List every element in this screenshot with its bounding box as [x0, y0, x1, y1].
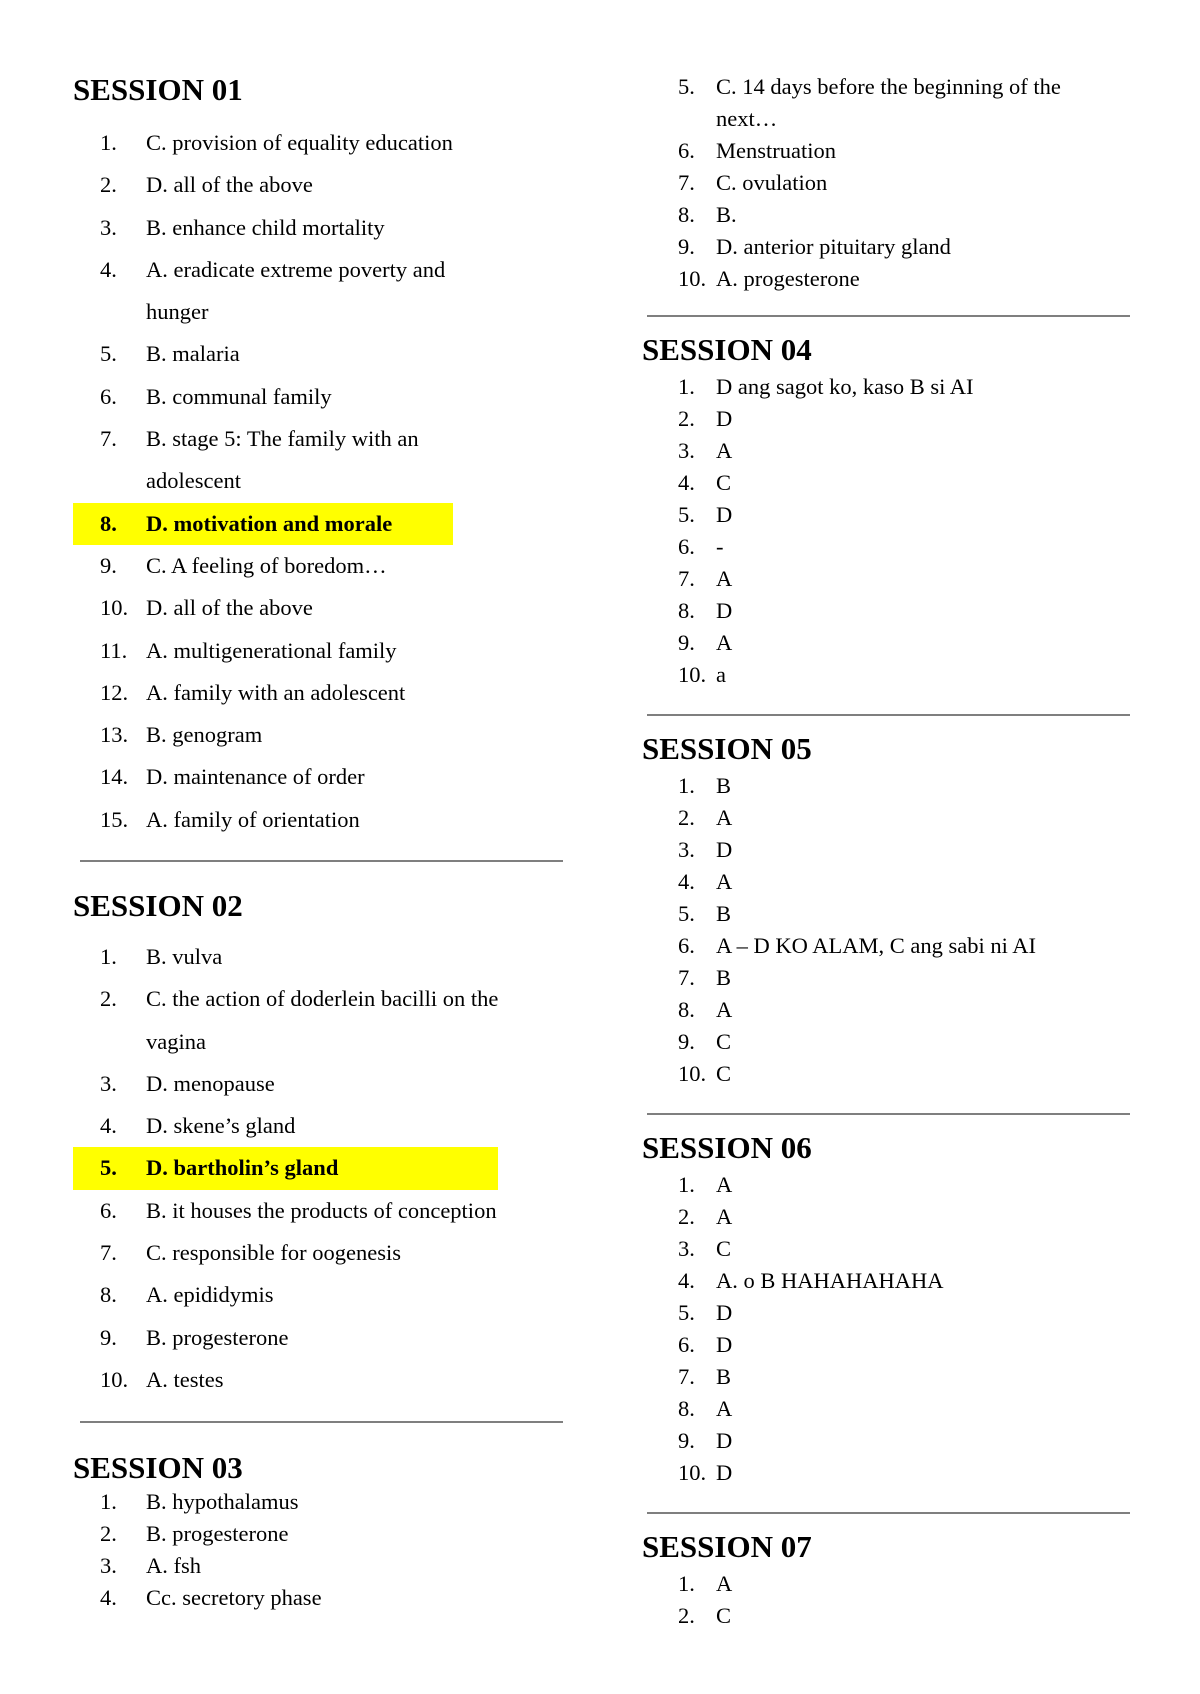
- answer-item: [645, 435, 974, 467]
- answer-number: 9.: [678, 1428, 695, 1453]
- answer-number: 3.: [100, 1553, 117, 1578]
- answer-text: B. malaria: [146, 341, 240, 367]
- answer-number: 6.: [100, 383, 117, 409]
- session-03-continued-answers: [645, 71, 1061, 295]
- answer-number: 7.: [100, 1240, 117, 1266]
- answer-number: 2.: [678, 1204, 695, 1229]
- answer-number: 7.: [678, 566, 695, 591]
- answer-item: [73, 207, 453, 249]
- answer-text: vagina: [146, 1028, 206, 1054]
- answer-item: [645, 627, 974, 659]
- session-01-title: SESSION 01: [73, 72, 243, 107]
- answer-item: [73, 545, 453, 587]
- answer-number: 2.: [678, 406, 695, 431]
- session-02-answers: [73, 936, 498, 1401]
- answer-text: B: [716, 773, 732, 798]
- answer-item: [73, 1317, 498, 1359]
- answer-number: 7.: [678, 170, 695, 195]
- answer-item: [645, 1169, 944, 1201]
- answer-item: [73, 1582, 322, 1614]
- answer-number: 1.: [100, 1489, 117, 1514]
- answer-item: [73, 672, 453, 714]
- answer-item: [73, 1274, 498, 1316]
- answer-item: [73, 714, 453, 756]
- answer-number: 1.: [100, 130, 117, 155]
- answer-text: A. fsh: [146, 1553, 201, 1578]
- answer-text: B. stage 5: The family with an: [146, 426, 419, 452]
- answer-item: [73, 1550, 322, 1582]
- answer-number: 3.: [100, 1070, 117, 1096]
- answer-number: 2.: [678, 1603, 695, 1628]
- answer-item: [645, 1361, 944, 1393]
- answer-text: A. progesterone: [716, 266, 860, 291]
- answer-text: C: [716, 470, 732, 495]
- section-divider: [647, 714, 1130, 716]
- answer-text: A: [716, 1571, 733, 1596]
- section-divider: [80, 860, 563, 862]
- answer-item: [73, 291, 453, 333]
- answer-text: D ang sagot ko, kaso B si AI: [716, 374, 974, 399]
- answer-item: [645, 499, 974, 531]
- answer-item: [645, 1233, 944, 1265]
- answer-number: 6.: [678, 933, 695, 958]
- answer-number: 1.: [678, 1172, 695, 1197]
- highlighted-answer-item: [73, 1147, 498, 1189]
- answer-item: [645, 199, 1061, 231]
- answer-item: [73, 978, 498, 1020]
- answer-text: A: [716, 566, 733, 591]
- answer-number: 3.: [678, 438, 695, 463]
- answer-text: A: [716, 1396, 733, 1421]
- answer-text: next…: [716, 106, 778, 131]
- section-divider: [647, 1512, 1130, 1514]
- answer-item: [645, 659, 974, 691]
- answer-number: 6.: [678, 534, 695, 559]
- answer-item: [645, 531, 974, 563]
- answer-number: 9.: [678, 234, 695, 259]
- answer-number: 5.: [678, 1300, 695, 1325]
- answer-text: D: [716, 1460, 733, 1485]
- answer-number: 8.: [678, 1396, 695, 1421]
- answer-text: B: [716, 965, 732, 990]
- answer-item: [73, 418, 453, 460]
- answer-item: [645, 1058, 1036, 1090]
- answer-item: [73, 1518, 322, 1550]
- answer-text: D. bartholin’s gland: [146, 1147, 338, 1189]
- answer-number: 7.: [100, 426, 117, 452]
- answer-text: A. family with an adolescent: [146, 679, 406, 705]
- section-divider: [80, 1421, 563, 1423]
- answer-number: 4.: [678, 1268, 695, 1293]
- session-06-title: SESSION 06: [642, 1130, 812, 1165]
- answer-text: D: [716, 502, 733, 527]
- answer-number: 4.: [100, 1113, 117, 1139]
- answer-text: B. progesterone: [146, 1324, 289, 1350]
- answer-text: Menstruation: [716, 138, 836, 163]
- answer-item: [73, 1063, 498, 1105]
- answer-number: 12.: [100, 679, 129, 705]
- answer-item: [645, 371, 974, 403]
- answer-number: 8.: [678, 598, 695, 623]
- answer-number: 5.: [100, 1147, 134, 1189]
- answer-item: [645, 802, 1036, 834]
- answer-text: D: [716, 406, 733, 431]
- answer-text: B: [716, 901, 732, 926]
- highlighted-answer-item: [73, 503, 453, 545]
- answer-item: [73, 164, 453, 206]
- answer-number: 9.: [678, 630, 695, 655]
- answer-number: 2.: [678, 805, 695, 830]
- answer-item: [73, 1232, 498, 1274]
- answer-text: C. ovulation: [716, 170, 828, 195]
- answer-number: 3.: [678, 1236, 695, 1261]
- answer-number: 5.: [100, 341, 117, 367]
- answer-number: 10.: [100, 1366, 129, 1392]
- answer-item: [73, 936, 498, 978]
- answer-text: A. testes: [146, 1366, 224, 1392]
- answer-number: 6.: [678, 1332, 695, 1357]
- session-04-answers: [645, 371, 974, 691]
- session-07-answers: [645, 1568, 732, 1632]
- answer-number: 5.: [678, 901, 695, 926]
- answer-item: [645, 167, 1061, 199]
- answer-text: hunger: [146, 299, 209, 325]
- answer-number: 7.: [678, 965, 695, 990]
- answer-number: 4.: [100, 256, 117, 282]
- answer-number: 8.: [678, 202, 695, 227]
- answer-item: [645, 866, 1036, 898]
- answer-item: [645, 1457, 944, 1489]
- answer-text: B. enhance child mortality: [146, 214, 385, 240]
- answer-item: [645, 1329, 944, 1361]
- answer-item: [645, 563, 974, 595]
- answer-text: D. all of the above: [146, 595, 313, 621]
- answer-number: 5.: [678, 74, 695, 99]
- answer-text: C. responsible for oogenesis: [146, 1240, 401, 1266]
- answer-item: [73, 756, 453, 798]
- answer-number: 9.: [100, 552, 117, 578]
- answer-item: [73, 333, 453, 375]
- answer-text: -: [716, 534, 724, 559]
- answer-item: [645, 1393, 944, 1425]
- answer-text: B. progesterone: [146, 1521, 289, 1546]
- answer-text: C: [716, 1236, 732, 1261]
- section-divider: [647, 1113, 1130, 1115]
- session-05-answers: [645, 770, 1036, 1090]
- answer-number: 15.: [100, 806, 129, 832]
- answer-item: [645, 1026, 1036, 1058]
- answer-item: [73, 1190, 498, 1232]
- answer-text: A. eradicate extreme poverty and: [146, 256, 446, 282]
- session-04-title: SESSION 04: [642, 332, 812, 367]
- answer-number: 2.: [100, 172, 117, 198]
- answer-item: [73, 122, 453, 164]
- answer-item: [645, 263, 1061, 295]
- answer-text: D. maintenance of order: [146, 764, 365, 790]
- answer-text: D. motivation and morale: [146, 503, 392, 545]
- answer-item: [645, 1201, 944, 1233]
- answer-number: 6.: [678, 138, 695, 163]
- answer-item: [645, 1297, 944, 1329]
- answer-item: [645, 994, 1036, 1026]
- answer-number: 8.: [100, 1282, 117, 1308]
- answer-text: a: [716, 662, 726, 687]
- answer-text: Cc. secretory phase: [146, 1585, 322, 1610]
- session-02-title: SESSION 02: [73, 888, 243, 923]
- answer-item: [73, 630, 453, 672]
- answer-text: B. vulva: [146, 944, 223, 969]
- answer-number: 7.: [678, 1364, 695, 1389]
- answer-item: [645, 770, 1036, 802]
- answer-number: 11.: [100, 637, 128, 663]
- answer-number: 9.: [678, 1029, 695, 1054]
- answer-text: C. 14 days before the beginning of the: [716, 74, 1061, 99]
- answer-text: A. multigenerational family: [146, 637, 397, 663]
- answer-number: 13.: [100, 722, 129, 748]
- answer-text: C. provision of equality education: [146, 130, 453, 155]
- answer-number: 4.: [678, 470, 695, 495]
- answer-text: A: [716, 869, 733, 894]
- answer-item: [645, 403, 974, 435]
- session-03-answers: [73, 1486, 322, 1614]
- answer-item: [645, 231, 1061, 263]
- answer-text: D: [716, 1428, 733, 1453]
- answer-item: [73, 1359, 498, 1401]
- answer-text: B. it houses the products of conception: [146, 1197, 497, 1223]
- answer-item: [645, 1568, 732, 1600]
- answer-text: A: [716, 1172, 733, 1197]
- answer-number: 10.: [678, 662, 707, 687]
- answer-text: D: [716, 837, 733, 862]
- answer-item: [645, 467, 974, 499]
- answer-text: A: [716, 805, 733, 830]
- answer-number: 8.: [100, 503, 134, 545]
- answer-number: 1.: [100, 944, 117, 969]
- session-05-title: SESSION 05: [642, 731, 812, 766]
- session-03-title: SESSION 03: [73, 1450, 243, 1485]
- answer-text: C: [716, 1029, 732, 1054]
- answer-text: A. epididymis: [146, 1282, 274, 1308]
- answer-item: [73, 1021, 498, 1063]
- answer-text: C: [716, 1603, 732, 1628]
- answer-number: 9.: [100, 1324, 117, 1350]
- answer-item: [645, 898, 1036, 930]
- answer-text: B. communal family: [146, 383, 332, 409]
- answer-number: 4.: [678, 869, 695, 894]
- answer-number: 10.: [100, 595, 129, 621]
- section-divider: [647, 315, 1130, 317]
- answer-item: [645, 103, 1061, 135]
- answer-text: A: [716, 1204, 733, 1229]
- answer-text: C. the action of doderlein bacilli on the: [146, 986, 499, 1012]
- answer-text: A: [716, 630, 733, 655]
- session-01-answers: [73, 122, 453, 841]
- answer-number: 10.: [678, 1460, 707, 1485]
- answer-text: B.: [716, 202, 737, 227]
- answer-item: [73, 587, 453, 629]
- answer-number: 1.: [678, 1571, 695, 1596]
- answer-number: 4.: [100, 1585, 117, 1610]
- answer-number: 2.: [100, 986, 117, 1012]
- answer-item: [73, 1486, 322, 1518]
- answer-text: D. all of the above: [146, 172, 313, 198]
- answer-text: B. genogram: [146, 722, 263, 748]
- answer-text: B: [716, 1364, 732, 1389]
- answer-item: [645, 834, 1036, 866]
- answer-number: 1.: [678, 374, 695, 399]
- answer-number: 8.: [678, 997, 695, 1022]
- answer-number: 3.: [100, 214, 117, 240]
- answer-number: 1.: [678, 773, 695, 798]
- answer-item: [645, 1265, 944, 1297]
- session-06-answers: [645, 1169, 944, 1489]
- answer-text: A. family of orientation: [146, 806, 360, 832]
- answer-number: 2.: [100, 1521, 117, 1546]
- answer-number: 10.: [678, 1061, 707, 1086]
- answer-item: [73, 460, 453, 502]
- answer-text: A – D KO ALAM, C ang sabi ni AI: [716, 933, 1036, 958]
- answer-text: A. o B HAHAHAHAHA: [716, 1268, 944, 1293]
- answer-text: D: [716, 598, 733, 623]
- answer-item: [645, 930, 1036, 962]
- answer-text: B. hypothalamus: [146, 1489, 299, 1514]
- answer-item: [73, 799, 453, 841]
- answer-item: [645, 135, 1061, 167]
- answer-item: [73, 249, 453, 291]
- answer-text: C. A feeling of boredom…: [146, 552, 387, 578]
- answer-text: D. anterior pituitary gland: [716, 234, 951, 259]
- answer-number: 6.: [100, 1197, 117, 1223]
- answer-number: 14.: [100, 764, 129, 790]
- answer-text: adolescent: [146, 468, 241, 494]
- answer-text: A: [716, 438, 733, 463]
- answer-number: 10.: [678, 266, 707, 291]
- answer-text: D: [716, 1332, 733, 1357]
- answer-item: [73, 376, 453, 418]
- answer-item: [645, 962, 1036, 994]
- answer-item: [645, 595, 974, 627]
- answer-text: D. menopause: [146, 1070, 275, 1096]
- answer-text: A: [716, 997, 733, 1022]
- answer-text: C: [716, 1061, 732, 1086]
- answer-item: [645, 1600, 732, 1632]
- answer-item: [645, 1425, 944, 1457]
- answer-number: 3.: [678, 837, 695, 862]
- answer-item: [645, 71, 1061, 103]
- answer-number: 5.: [678, 502, 695, 527]
- answer-text: D. skene’s gland: [146, 1113, 296, 1139]
- session-07-title: SESSION 07: [642, 1529, 812, 1564]
- answer-item: [73, 1105, 498, 1147]
- answer-text: D: [716, 1300, 733, 1325]
